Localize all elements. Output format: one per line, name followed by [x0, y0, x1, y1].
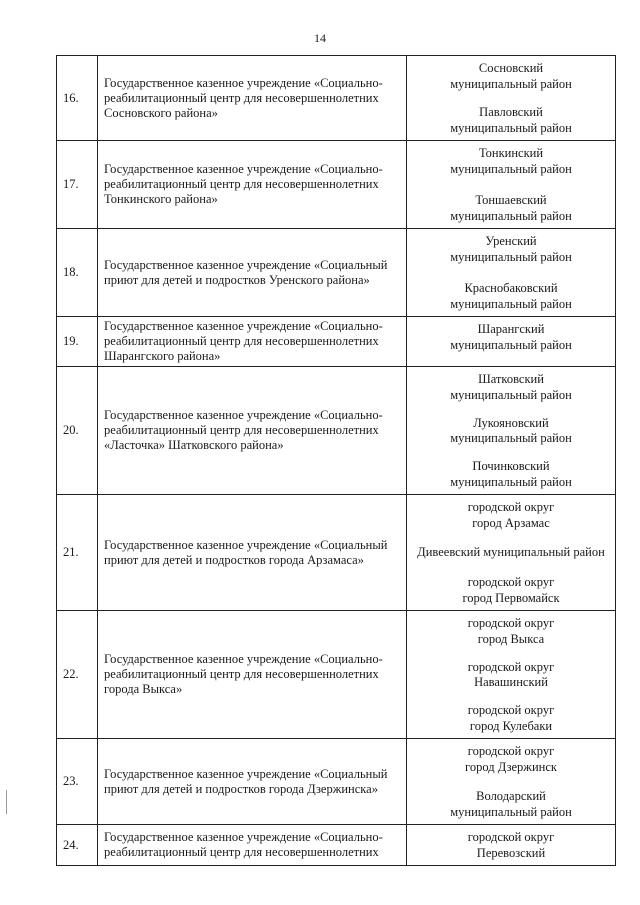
institution-name-line: Государственное казенное учреждение «Социальный [104, 257, 388, 272]
table-row [57, 367, 616, 495]
page-number: 14 [314, 31, 326, 45]
table-row [57, 611, 616, 739]
institution-name-line: реабилитационный центр для несовершеннолетних [104, 845, 379, 859]
table-row [57, 825, 616, 866]
table-row [57, 495, 616, 611]
institution-name [98, 611, 407, 739]
row-number: 24. [57, 825, 98, 866]
service-area [407, 372, 615, 403]
service-area [407, 459, 615, 490]
service-area-line: муниципальный район [450, 337, 572, 352]
institution-name-line: приют для детей и подростков Уренского района» [104, 272, 370, 287]
service-area-line: городской округ [467, 500, 555, 514]
service-area-line: город Кулебаки [469, 718, 553, 733]
institution-name [98, 229, 407, 317]
row-number: 21. [57, 495, 98, 611]
institution-name-line: Государственное казенное учреждение «Социально- [104, 830, 383, 844]
table-row [57, 229, 616, 317]
service-area-line: муниципальный район [450, 249, 572, 264]
service-area-line: Шарангский [477, 322, 545, 336]
table-row [57, 317, 616, 367]
service-area [407, 234, 615, 265]
service-area-line: муниципальный район [450, 161, 572, 176]
service-area-line: Починковский [472, 459, 550, 473]
service-area [407, 660, 615, 691]
institution-name [98, 739, 407, 825]
service-areas [407, 367, 616, 495]
service-areas-list [407, 56, 615, 140]
service-area-line: городской округ [467, 575, 555, 589]
service-area-line: город Первомайск [462, 590, 560, 605]
service-area-line: город Арзамас [472, 515, 550, 530]
service-area-line: Сосновский [478, 61, 544, 75]
institution-name-line: Государственное казенное учреждение «Социально- [104, 652, 383, 666]
service-area-line: город Выкса [477, 631, 545, 646]
row-number: 20. [57, 367, 98, 495]
service-area-line: муниципальный район [450, 76, 572, 91]
service-areas-list [407, 367, 615, 494]
service-area [407, 146, 615, 177]
service-area-line: Уренский [485, 234, 537, 248]
service-area [407, 830, 615, 861]
service-area-line: городской округ [467, 616, 555, 630]
service-areas [407, 611, 616, 739]
service-areas-list [407, 739, 615, 824]
service-areas [407, 317, 616, 367]
table-row [57, 56, 616, 141]
service-areas-list [407, 825, 615, 865]
service-area-line: муниципальный район [450, 208, 572, 223]
service-area [407, 789, 615, 820]
service-area-line: муниципальный район [450, 120, 572, 135]
service-area-line: Тоншаевский [475, 193, 547, 207]
institution-name-line: «Ласточка» Шатковского района» [104, 438, 284, 452]
institution-name-line: приют для детей и подростков города Дзержинска» [104, 781, 378, 796]
service-areas [407, 56, 616, 141]
row-number: 17. [57, 141, 98, 229]
service-areas-list [407, 229, 615, 316]
service-areas-list [407, 611, 615, 738]
institution-name [98, 56, 407, 141]
service-area-line: Шатковский [478, 372, 544, 386]
institution-name-line: реабилитационный центр для несовершеннолетних [104, 667, 379, 681]
institution-name [98, 367, 407, 495]
service-area [407, 322, 615, 353]
service-area-line: городской округ [467, 830, 555, 844]
service-area-line: муниципальный район [450, 474, 572, 489]
service-area-line: Володарский [476, 789, 546, 803]
institution-name-line: реабилитационный центр для несовершеннолетних [104, 423, 379, 437]
institution-name-line: Государственное казенное учреждение «Социальный [104, 766, 388, 781]
institution-name-line: Государственное казенное учреждение «Социальный [104, 537, 388, 552]
service-areas-list [407, 141, 615, 228]
service-area [407, 61, 615, 92]
service-area-line: Лукояновский [473, 415, 549, 430]
service-areas [407, 141, 616, 229]
table-row [57, 141, 616, 229]
table-body [57, 56, 616, 866]
row-number: 23. [57, 739, 98, 825]
service-area [407, 281, 615, 312]
service-area-line: Краснобаковский [464, 281, 558, 295]
service-area-line: Навашинский [474, 675, 548, 689]
service-area-line: Павловский [479, 105, 543, 119]
institution-name-line: реабилитационный центр для несовершеннолетних [104, 334, 379, 348]
service-areas [407, 495, 616, 611]
service-area-line: город Дзержинск [465, 759, 557, 774]
service-area [407, 500, 615, 531]
service-area-line: муниципальный район [450, 296, 572, 311]
service-area [407, 744, 615, 775]
institution-name [98, 317, 407, 367]
service-area [407, 575, 615, 606]
institution-name-line: реабилитационный центр для несовершеннолетних [104, 177, 379, 191]
service-area-line: городской округ [467, 703, 555, 717]
row-number: 22. [57, 611, 98, 739]
row-number: 16. [57, 56, 98, 141]
institution-name-line: Сосновского района» [104, 105, 218, 120]
service-area-line: Дивеевский муниципальный район [417, 545, 605, 560]
institution-name-line: Тонкинского района» [104, 192, 218, 206]
service-area-line: муниципальный район [450, 804, 572, 819]
institution-name-line: приют для детей и подростков города Арзамаса» [104, 552, 364, 567]
institution-name-line: Государственное казенное учреждение «Социально- [104, 408, 383, 422]
row-number: 18. [57, 229, 98, 317]
service-area [407, 616, 615, 647]
institution-name [98, 495, 407, 611]
service-areas [407, 825, 616, 866]
institution-name [98, 141, 407, 229]
institution-name-line: Государственное казенное учреждение «Социально- [104, 162, 383, 176]
institution-name [98, 825, 407, 866]
institution-name-line: Государственное казенное учреждение «Социально- [104, 75, 383, 90]
row-number: 19. [57, 317, 98, 367]
table-row [57, 739, 616, 825]
service-area-line: муниципальный район [450, 431, 572, 445]
service-area-line: городской округ [467, 659, 555, 674]
service-area [407, 193, 615, 224]
institutions-table [56, 55, 616, 866]
service-area [407, 545, 615, 561]
institution-name-line: города Выкса» [104, 682, 183, 696]
service-area-line: Перевозский [476, 845, 546, 860]
scan-edge-mark [6, 790, 7, 814]
service-area [407, 416, 615, 447]
institution-name-line: Шарангского района» [104, 349, 221, 363]
service-areas-list [407, 495, 615, 610]
service-area [407, 703, 615, 734]
institution-name-line: Государственное казенное учреждение «Социально- [104, 319, 383, 333]
service-areas-list [407, 317, 615, 366]
service-areas [407, 739, 616, 825]
service-area-line: муниципальный район [450, 387, 572, 402]
service-area-line: городской округ [467, 744, 555, 758]
service-area-line: Тонкинский [478, 146, 544, 160]
service-area [407, 105, 615, 136]
institution-name-line: реабилитационный центр для несовершеннолетних [104, 90, 379, 105]
service-areas [407, 229, 616, 317]
